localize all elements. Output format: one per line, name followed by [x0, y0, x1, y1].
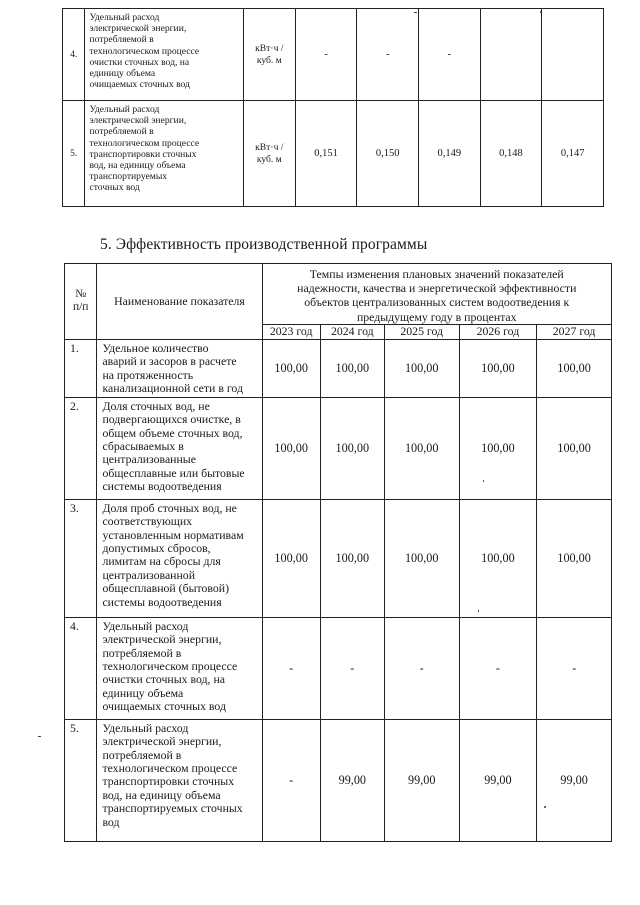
unit-line: куб. м — [256, 54, 282, 66]
name-line: сточных вод — [89, 182, 140, 194]
name-line: централизованной — [102, 567, 196, 582]
value-cell: 100,00 — [459, 397, 537, 499]
row-number: 3. — [65, 499, 97, 617]
name-line: системы водоотведения — [102, 479, 222, 494]
value-cell: 100,00 — [320, 397, 384, 499]
indicator-name — [97, 339, 262, 397]
name-line: Удельный расход — [89, 104, 160, 115]
unit-line: куб. м — [256, 153, 282, 165]
year-header: 2023 год — [262, 324, 320, 339]
value-cell: 100,00 — [459, 339, 537, 397]
name-line: транспортировки сточных — [102, 774, 235, 789]
name-line: технологическом процессе — [89, 45, 200, 57]
name-line: потребляемой в — [102, 645, 182, 660]
name-line: транспортировки сточных — [89, 148, 197, 160]
name-line: вод — [102, 814, 120, 829]
year-header: 2024 год — [320, 324, 384, 339]
name-line: транспортируемых — [89, 171, 168, 183]
value-cell: 0,148 — [480, 101, 542, 207]
value-cell: 100,00 — [320, 339, 384, 397]
name-line: очищаемых сточных вод — [89, 79, 190, 91]
value-cell: 99,00 — [320, 719, 384, 841]
name-line: Доля проб сточных вод, не — [102, 500, 237, 515]
unit-line: кВт·ч / — [255, 43, 284, 55]
value-cell: 100,00 — [459, 499, 537, 617]
name-line: системы водоотведения — [102, 594, 222, 609]
value-cell: - — [459, 617, 537, 719]
indicator-name — [97, 719, 262, 841]
header-indicator-name: Наименование показателя — [97, 264, 262, 340]
value-cell: 100,00 — [537, 397, 612, 499]
table-row — [65, 397, 612, 499]
efficiency-table — [64, 263, 612, 842]
header-line: п/п — [72, 301, 89, 314]
value-cell: - — [262, 719, 320, 841]
indicator-name — [97, 397, 262, 499]
name-line: общем объеме сточных вод, — [102, 425, 243, 440]
indicator-name — [85, 101, 243, 207]
header-line: № — [75, 288, 87, 300]
value-cell: 0,151 — [295, 101, 357, 207]
name-line: потребляемой в — [89, 34, 154, 46]
name-line: подвергающихся очистке, в — [102, 412, 241, 427]
value-cell: 99,00 — [537, 719, 612, 841]
indicators-table-continuation — [62, 8, 604, 207]
value-cell: 100,00 — [262, 339, 320, 397]
value-cell: 0,147 — [542, 101, 604, 207]
value-cell: 100,00 — [384, 339, 459, 397]
value-cell: 100,00 — [262, 397, 320, 499]
header-line: надежности, качества и энергетической эффективности — [297, 281, 577, 296]
value-cell: 100,00 — [537, 339, 612, 397]
name-line: вод, на единицу объема — [102, 787, 221, 802]
value-cell: 0,149 — [419, 101, 481, 207]
header-rates-group — [262, 264, 611, 325]
row-number: 2. — [65, 397, 97, 499]
year-header: 2027 год — [537, 324, 612, 339]
indicator-name — [97, 499, 262, 617]
table-row — [65, 339, 612, 397]
header-number — [65, 264, 97, 340]
header-line: предыдущему году в процентах — [356, 309, 517, 324]
value-cell — [542, 9, 604, 101]
value-cell: 100,00 — [320, 499, 384, 617]
name-line: вод, на единицу объема — [89, 160, 186, 172]
name-line: Доля сточных вод, не — [102, 398, 210, 413]
name-line: очищаемых сточных вод — [102, 699, 226, 714]
value-cell: 100,00 — [262, 499, 320, 617]
row-number: 1. — [65, 339, 97, 397]
name-line: электрической энергии, — [102, 632, 222, 647]
value-cell: 100,00 — [537, 499, 612, 617]
value-cell: 99,00 — [459, 719, 537, 841]
name-line: Удельный расход — [89, 12, 160, 23]
name-line: общесплавной (бытовой) — [102, 581, 230, 596]
name-line: лимитам на сбросы для — [102, 554, 221, 569]
name-line: централизованные — [102, 452, 196, 467]
header-line: объектов централизованных систем водоотведения к — [304, 295, 570, 310]
name-line: единицу объема — [89, 68, 156, 80]
name-line: соответствующих — [102, 514, 193, 529]
year-header: 2026 год — [459, 324, 537, 339]
unit-cell — [243, 101, 295, 207]
name-line: технологическом процессе — [89, 137, 200, 149]
table-row — [65, 617, 612, 719]
value-cell: - — [262, 617, 320, 719]
value-cell: - — [419, 9, 481, 101]
unit-line: кВт·ч / — [255, 142, 284, 154]
table-row — [63, 101, 604, 207]
value-cell: - — [295, 9, 357, 101]
year-header: 2025 год — [384, 324, 459, 339]
name-line: установленным нормативам — [102, 527, 244, 542]
unit-cell — [243, 9, 295, 101]
header-line: Темпы изменения плановых значений показателей — [309, 267, 564, 281]
table-row — [65, 499, 612, 617]
name-line: потребляемой в — [102, 747, 182, 762]
value-cell: - — [320, 617, 384, 719]
row-number: 5. — [65, 719, 97, 841]
name-line: канализационной сети в год — [102, 381, 243, 396]
name-line: очистки сточных вод, на — [89, 56, 190, 68]
indicator-name — [97, 617, 262, 719]
section-title: 5. Эффективность производственной программы — [100, 236, 428, 253]
row-number: 4. — [63, 9, 85, 101]
table-row — [65, 719, 612, 841]
value-cell: 99,00 — [384, 719, 459, 841]
name-line: общесплавные или бытовые — [102, 465, 245, 480]
name-line: Удельный расход — [102, 618, 189, 633]
name-line: аварий и засоров в расчете — [102, 354, 237, 369]
value-cell: - — [537, 617, 612, 719]
name-line: электрической энергии, — [89, 115, 187, 127]
row-number: 4. — [65, 617, 97, 719]
value-cell: 100,00 — [384, 499, 459, 617]
value-cell — [480, 9, 542, 101]
indicator-name — [85, 9, 243, 101]
name-line: на протяженность — [102, 367, 194, 382]
value-cell: 0,150 — [357, 101, 419, 207]
name-line: допустимых сбросов, — [102, 541, 211, 556]
value-cell: 100,00 — [384, 397, 459, 499]
name-line: технологическом процессе — [102, 659, 238, 674]
name-line: единицу объема — [102, 685, 184, 700]
header-row — [65, 264, 612, 325]
name-line: сбрасываемых в — [102, 439, 184, 454]
name-line: очистки сточных вод, на — [102, 672, 226, 687]
row-number: 5. — [63, 101, 85, 207]
table-row — [63, 9, 604, 101]
name-line: электрической энергии, — [89, 23, 187, 35]
name-line: электрической энергии, — [102, 734, 222, 749]
value-cell: - — [357, 9, 419, 101]
name-line: Удельный расход — [102, 720, 189, 735]
name-line: технологическом процессе — [102, 761, 238, 776]
scan-speck — [38, 736, 41, 737]
name-line: потребляемой в — [89, 126, 154, 138]
value-cell: - — [384, 617, 459, 719]
name-line: Удельное количество — [102, 340, 209, 355]
name-line: транспортируемых сточных — [102, 801, 243, 816]
